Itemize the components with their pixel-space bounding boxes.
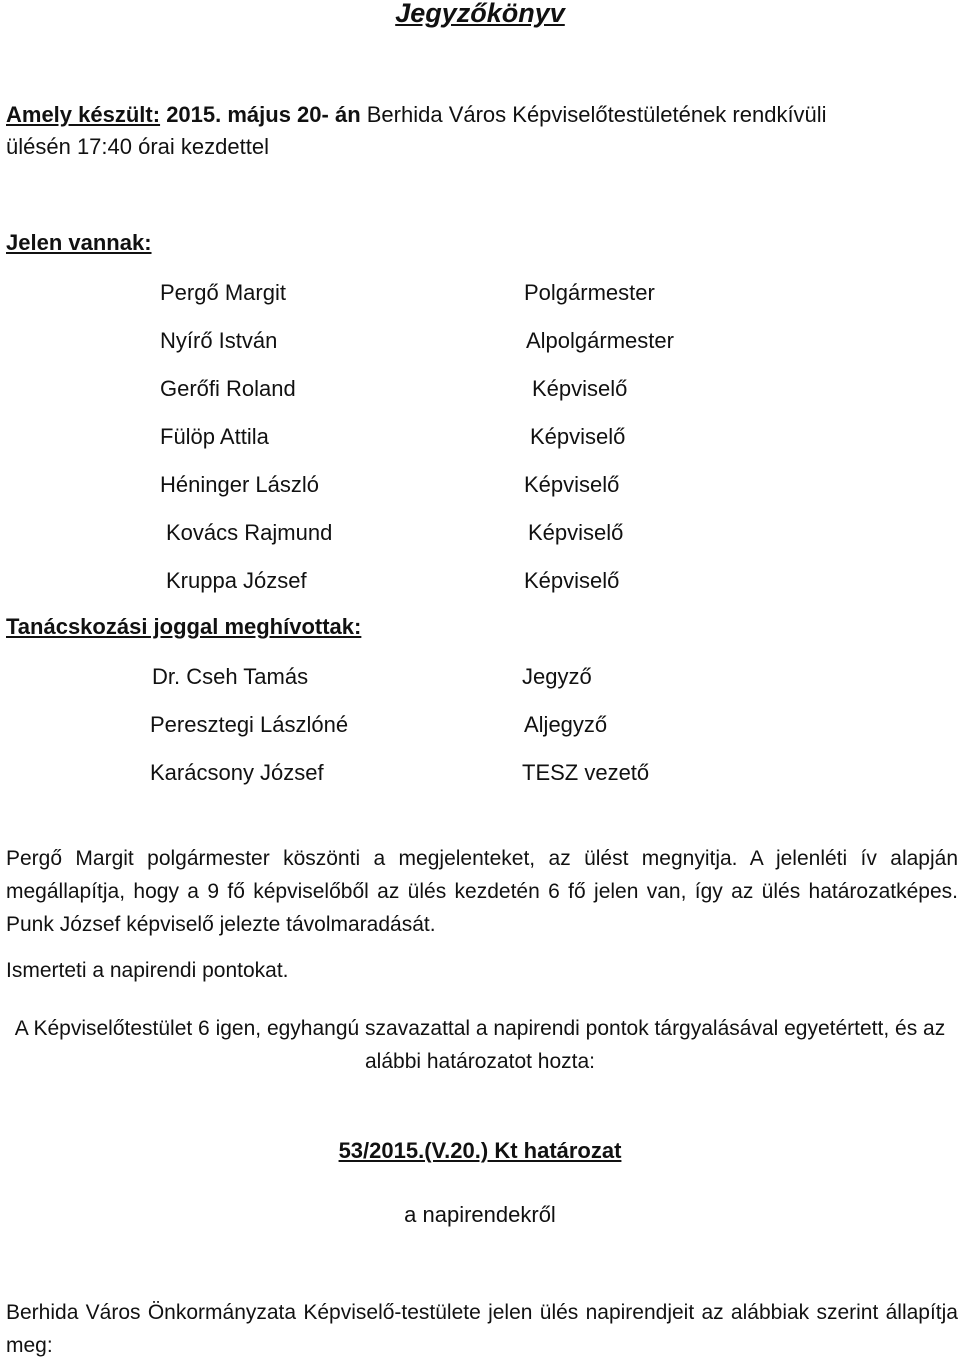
agenda-paragraph: Ismerteti a napirendi pontokat. xyxy=(6,959,289,982)
made-label: Amely készült: xyxy=(6,102,161,127)
present-name: Kruppa József xyxy=(166,568,307,593)
present-role: Polgármester xyxy=(524,280,655,305)
made-line-2: ülésén 17:40 órai kezdettel xyxy=(6,134,269,159)
made-line xyxy=(6,102,827,128)
invited-name: Peresztegi Lászlóné xyxy=(150,712,349,737)
present-name: Héninger László xyxy=(160,472,319,497)
present-name: Fülöp Attila xyxy=(160,424,269,449)
invited-role: Aljegyző xyxy=(524,712,608,737)
present-heading: Jelen vannak: xyxy=(6,230,152,255)
present-role: Képviselő xyxy=(530,424,626,449)
invited-name: Dr. Cseh Tamás xyxy=(152,664,309,689)
made-date: 2015. május 20- án xyxy=(166,102,361,127)
resolution-text: Berhida Város Önkormányzata Képviselő-testülete jelen ülés napirendjeit az alábbiak szerint állapítja meg: xyxy=(6,1301,958,1357)
present-name: Nyírő István xyxy=(160,328,278,353)
invited-role: Jegyző xyxy=(522,664,592,689)
made-rest: Berhida Város Képviselőtestületének rendkívüli xyxy=(360,102,827,127)
present-role: Képviselő xyxy=(524,568,620,593)
present-role: Alpolgármester xyxy=(526,328,674,353)
resolution-title: 53/2015.(V.20.) Kt határozat xyxy=(338,1138,622,1163)
vote-paragraph: A Képviselőtestület 6 igen, egyhangú szavazattal a napirendi pontok tárgyalásával egyetértett, és az alábbi határozatot hozta: xyxy=(14,1017,946,1073)
opening-paragraph: Pergő Margit polgármester köszönti a megjelenteket, az ülést megnyitja. A jelenléti ív alapján megállapítja, hogy a 9 fő képviselőből az ülés kezdetén 6 fő jelen van, így az ülés határozatképes. Punk József képviselő jelezte távolmaradását. xyxy=(6,847,958,936)
present-role: Képviselő xyxy=(524,472,620,497)
present-name: Kovács Rajmund xyxy=(166,520,333,545)
invited-name: Karácsony József xyxy=(150,760,324,785)
present-role: Képviselő xyxy=(532,376,628,401)
resolution-subtitle: a napirendekről xyxy=(404,1202,556,1227)
present-name: Gerőfi Roland xyxy=(160,376,296,401)
document-title: Jegyzőkönyv xyxy=(395,0,565,28)
invited-heading: Tanácskozási joggal meghívottak: xyxy=(6,614,362,639)
present-name: Pergő Margit xyxy=(160,280,286,305)
present-role: Képviselő xyxy=(528,520,624,545)
invited-role: TESZ vezető xyxy=(522,760,650,785)
